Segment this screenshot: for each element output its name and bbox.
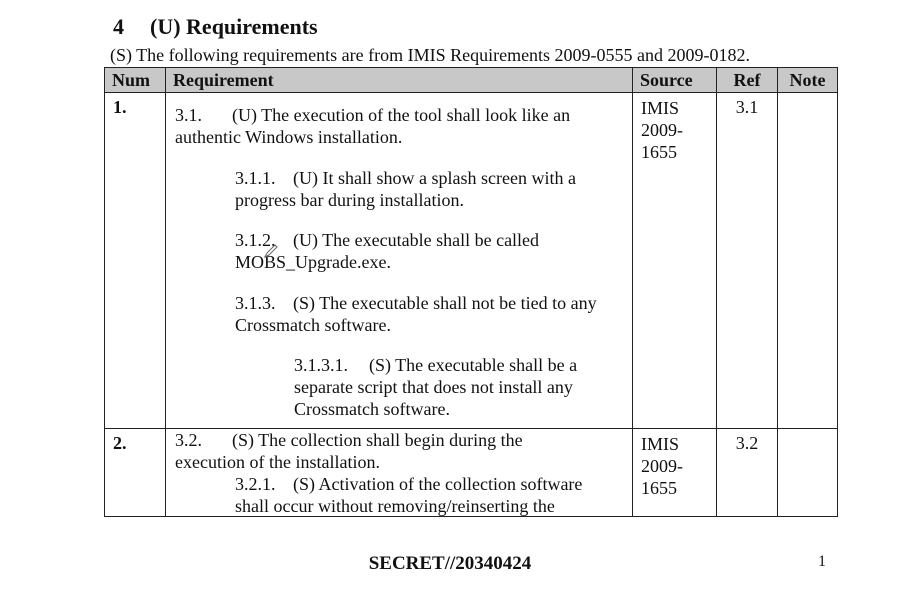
- requirement-cell: [166, 429, 633, 517]
- ref-cell: 3.1: [717, 93, 778, 429]
- requirement-item: [175, 104, 570, 148]
- source-line: 2009-: [641, 120, 683, 140]
- source-cell: [633, 93, 717, 429]
- pen-cursor-icon: [263, 243, 279, 259]
- ref-cell: 3.2: [717, 429, 778, 517]
- table-header-row: [105, 68, 838, 93]
- header-requirement: Requirement: [166, 68, 633, 93]
- requirement-text: (U) The execution of the tool shall look like an: [232, 105, 571, 125]
- note-cell: [778, 93, 838, 429]
- requirement-label: 3.1.2.: [235, 230, 276, 250]
- requirement-text: (S) The executable shall not be tied to any: [293, 293, 597, 313]
- requirement-text: Crossmatch software.: [235, 315, 391, 335]
- classification-footer: SECRET//20340424: [368, 553, 532, 574]
- source-cell: [633, 429, 717, 517]
- section-title: (U) Requirements: [150, 14, 318, 39]
- section-heading: [113, 14, 318, 40]
- requirement-text: authentic Windows installation.: [175, 127, 403, 147]
- requirement-text: separate script that does not install any: [294, 377, 573, 397]
- requirements-table: [104, 67, 838, 517]
- source-line: 2009-: [641, 456, 683, 476]
- requirement-text: (S) The executable shall be a: [369, 355, 578, 375]
- note-cell: [778, 429, 838, 517]
- requirement-label: 3.2.1.: [235, 474, 276, 494]
- header-note: Note: [778, 68, 838, 93]
- requirement-text: (S) The collection shall begin during the: [232, 430, 523, 450]
- requirement-label: 3.1.3.: [235, 293, 276, 313]
- requirement-label: 3.2.: [175, 430, 202, 450]
- intro-paragraph: (S) The following requirements are from IMIS Requirements 2009-0555 and 2009-0182.: [110, 45, 751, 65]
- table-row: [105, 93, 838, 429]
- requirement-text: Crossmatch software.: [294, 399, 450, 419]
- requirement-label: 3.1.3.1.: [294, 355, 348, 375]
- requirement-item: [294, 354, 577, 420]
- header-source: Source: [633, 68, 717, 93]
- section-number: 4: [113, 14, 124, 39]
- row-number: 2.: [105, 429, 166, 517]
- requirement-text: MOBS_Upgrade.exe.: [235, 252, 391, 272]
- requirement-item: [235, 473, 582, 517]
- table-row: [105, 429, 838, 517]
- header-num: Num: [105, 68, 166, 93]
- requirement-text: (S) Activation of the collection software: [293, 474, 583, 494]
- requirement-text: (U) The executable shall be called: [293, 230, 540, 250]
- requirement-item: [235, 229, 539, 273]
- requirement-label: 3.1.1.: [235, 168, 276, 188]
- requirement-text: (U) It shall show a splash screen with a: [293, 168, 576, 188]
- requirement-item: [175, 429, 523, 473]
- requirement-text: progress bar during installation.: [235, 190, 464, 210]
- requirement-text: shall occur without removing/reinserting the: [235, 496, 555, 516]
- requirement-cell: [166, 93, 633, 429]
- requirement-label: 3.1.: [175, 105, 202, 125]
- source-line: IMIS: [641, 434, 680, 454]
- requirement-item: [235, 167, 576, 211]
- page-number: 1: [818, 553, 826, 570]
- source-line: 1655: [641, 142, 677, 162]
- source-line: 1655: [641, 478, 677, 498]
- source-line: IMIS: [641, 98, 680, 118]
- header-ref: Ref: [717, 68, 778, 93]
- requirement-text: execution of the installation.: [175, 452, 380, 472]
- requirement-item: [235, 292, 597, 336]
- row-number: 1.: [105, 93, 166, 429]
